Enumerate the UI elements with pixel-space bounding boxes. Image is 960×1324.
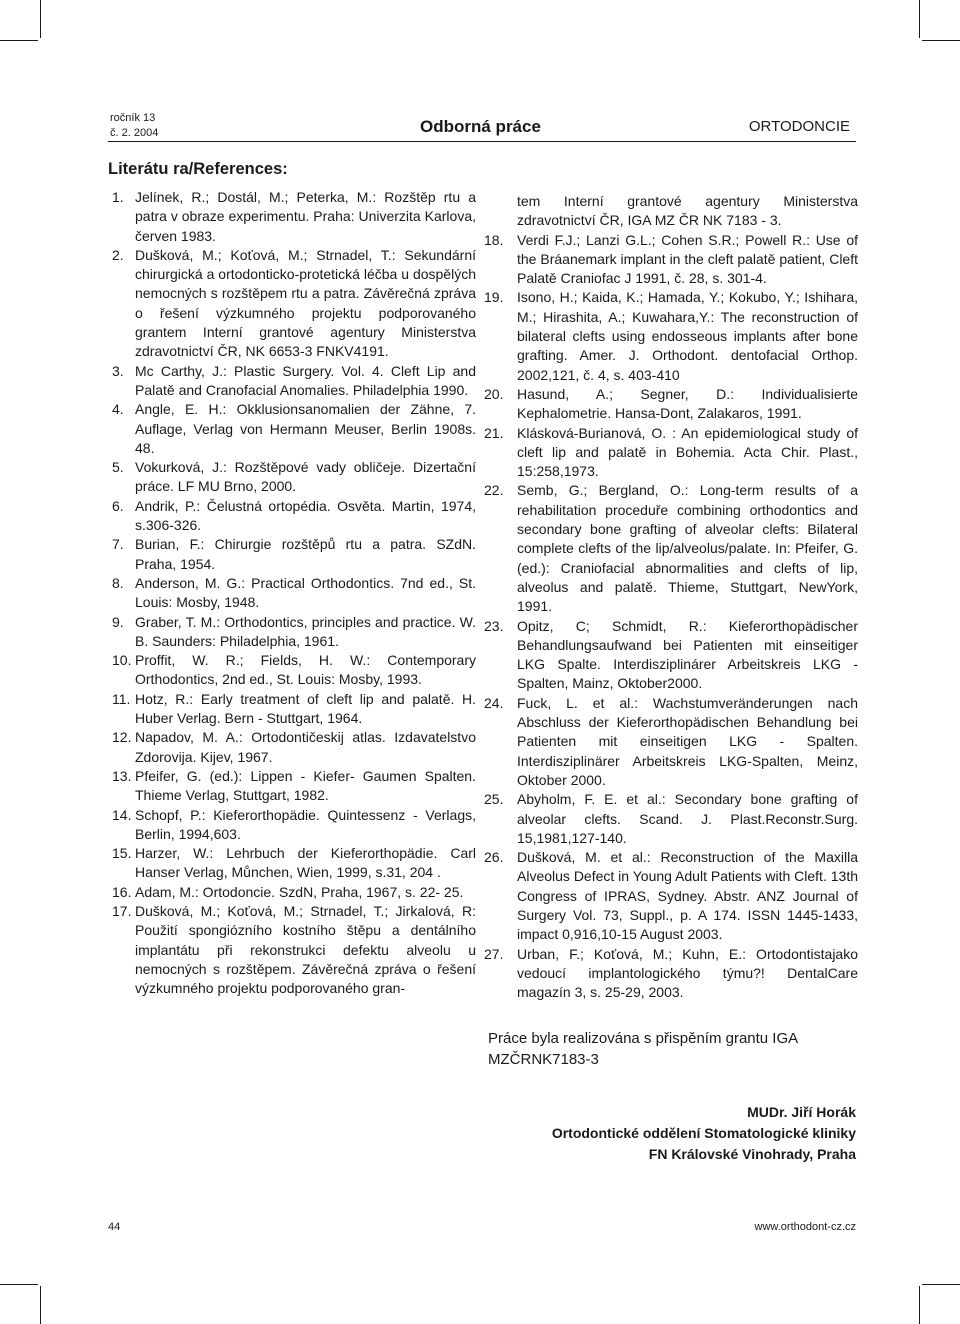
reference-number: 13.	[112, 767, 132, 784]
reference-text: Isono, H.; Kaida, K.; Hamada, Y.; Kokubo, Y.; Ishihara, M.; Hirashita, A.; Kuwahara,Y.: The reconstruction of bilateral clefts using endosseous implants after bone grafting. Amer. J. Orthodont. dentofacial Orthop. 2002,121, č. 4, s. 403-410	[517, 289, 858, 383]
reference-number: 10.	[112, 652, 132, 669]
crop-mark	[919, 0, 920, 38]
reference-text: Angle, E. H.: Okklusionsanomalien der Zähne, 7. Auflage, Verlag von Hermann Meuser, Berlin 1908s. 48.	[135, 401, 476, 456]
reference-number: 25.	[484, 791, 504, 808]
reference-item	[108, 844, 476, 883]
reference-item	[108, 613, 476, 652]
reference-item	[108, 188, 476, 246]
reference-text: Semb, G.; Bergland, O.: Long-term results of a rehabilitation proceduře combining orthodontics and secondary bone grafting of alveolar clefts: Bilateral complete clefts of the lip/alveolus/palate. In: Pfeifer, G. (ed.): Craniofacial abnormalities and clefts of lip, alveolus and palatě. Thieme, Stuttgart, NewYork, 1991.	[517, 482, 858, 615]
grant-acknowledgement: Práce byla realizována s přispěním grantu IGA MZČRNK7183-3	[488, 1030, 798, 1068]
reference-number: 17.	[112, 902, 132, 919]
reference-number: 16.	[112, 883, 132, 900]
reference-text: Vokurková, J.: Rozštěpové vady obličeje. Dizertační práce. LF MU Brno, 2000.	[135, 459, 476, 495]
reference-text: Napadov, M. A.: Ortodontičeskij atlas. Izdavatelstvo Zdorovija. Kijev, 1967.	[135, 729, 476, 765]
reference-number: 27.	[484, 945, 504, 962]
crop-mark	[922, 1284, 960, 1285]
reference-number: 1.	[112, 189, 124, 205]
reference-number: 24.	[484, 694, 504, 711]
reference-number: 20.	[484, 385, 504, 402]
author-block	[552, 1102, 856, 1165]
reference-text: Fuck, L. et al.: Wachstumveränderungen nach Abschluss der Kieferorthopädischen Behandlung bei Patienten mit einseitigen LKG - Spalten. Interdisziplinärer Arbeitskreis LKG-Spalten, Meinz, Oktober 2000.	[517, 694, 858, 788]
reference-text: Burian, F.: Chirurgie rozštěpů rtu a patra. SZdN. Praha, 1954.	[135, 536, 476, 572]
reference-number: 9.	[112, 613, 124, 630]
volume-label: ročník 13	[110, 112, 156, 124]
author-name: MUDr. Jiří Horák	[747, 1104, 856, 1120]
reference-item	[108, 883, 476, 902]
reference-text: Schopf, P.: Kieferorthopädie. Quintessenz - Verlags, Berlin, 1994,603.	[135, 806, 476, 842]
reference-number: 18.	[484, 231, 504, 248]
reference-text: Pfeifer, G. (ed.): Lippen - Kiefer- Gaumen Spalten. Thieme Verlag, Stuttgart, 1982.	[135, 767, 476, 804]
reference-text: Hotz, R.: Early treatment of cleft lip and palatě. H. Huber Verlag. Bern - Stuttgart, 1964.	[135, 690, 476, 727]
reference-item	[108, 806, 476, 845]
reference-item	[484, 288, 858, 384]
reference-number: 2.	[112, 246, 124, 263]
reference-number: 19.	[484, 289, 504, 306]
references-heading: Literátu ra/References:	[108, 160, 288, 178]
reference-item	[108, 458, 476, 497]
reference-item	[484, 231, 858, 289]
reference-text: Dušková, M.; Koťová, M.; Strnadel, T.: Sekundární chirurgická a ortodonticko-protetická léčba u dospělých nemocných s rozštěpem rtu a patra. Závěrečná zpráva o řešení výzkumného projektu podporovaného grantem Interní grantové agentury Ministerstva zdravotnictví ČR, NK 6653-3 FNKV4191.	[135, 246, 476, 360]
reference-item	[108, 362, 476, 401]
reference-item	[108, 767, 476, 806]
reference-text: Graber, T. M.: Orthodontics, principles and practice. W. B. Saunders: Philadelphia, 1961.	[135, 613, 476, 649]
reference-text: tem Interní grantové agentury Ministerstva zdravotnictví ČR, IGA MZ ČR NK 7183 - 3.	[517, 193, 858, 229]
reference-number: 3.	[112, 362, 124, 379]
crop-mark	[0, 40, 38, 41]
reference-text: Dušková, M. et al.: Reconstruction of the Maxilla Alveolus Defect in Young Adult Patients with Cleft. 13th Congress of IPRAS, Sydney. Abstr. ANZ Journal of Surgery Vol. 73, Suppl., p. A 174. ISSN 1445-1433, impact 0,916,10-15 August 2003.	[517, 849, 858, 943]
reference-number: 6.	[112, 497, 124, 514]
crop-mark	[919, 1286, 920, 1324]
reference-item	[108, 574, 476, 613]
reference-text: Opitz, C; Schmidt, R.: Kieferorthopädischer Behandlungsaufwand bei Patienten mit einseitiger LKG Spalte. Interdisziplinárer Arbeitskreis LKG - Spalten, Mainz, Oktober2000.	[517, 617, 858, 692]
reference-item	[484, 424, 858, 482]
author-hospital: FN Královské Vinohrady, Praha	[648, 1146, 856, 1162]
crop-mark	[40, 0, 41, 38]
references-right-column	[484, 192, 858, 1002]
reference-text: Harzer, W.: Lehrbuch der Kieferorthopädie. Carl Hanser Verlag, Můnchen, Wien, 1999, s.31, 204 .	[135, 845, 476, 881]
reference-item	[484, 790, 858, 848]
reference-text: Andrik, P.: Čelustná ortopédia. Osvěta. Martin, 1974, s.306-326.	[135, 497, 476, 534]
reference-item	[484, 481, 858, 616]
reference-number: 15.	[112, 845, 132, 862]
reference-item	[108, 651, 476, 690]
reference-text: Dušková, M.; Koťová, M.; Strnadel, T.; Jirkalová, R: Použití spongiózního kostního štěpu a dentálního implantátu při rekonstrukci defektu alveolu u nemocných s rozštěpem. Závěrečná zpráva o řešení výzkumného projektu podporovaného gran-	[135, 902, 476, 997]
reference-number: 4.	[112, 401, 124, 418]
reference-item	[108, 902, 476, 998]
references-left-column	[108, 188, 476, 998]
reference-number: 5.	[112, 459, 124, 476]
reference-item	[108, 497, 476, 536]
reference-text: Urban, F.; Koťová, M.; Kuhn, E.: Ortodontistajako vedoucí implantologického týmu?! DentalCare magazín 3, s. 25-29, 2003.	[517, 945, 858, 1001]
reference-number: 8.	[112, 574, 124, 591]
crop-mark	[40, 1286, 41, 1324]
reference-number: 23.	[484, 617, 504, 634]
crop-mark	[922, 40, 960, 41]
reference-text: Proffit, W. R.; Fields, H. W.: Contemporary Orthodontics, 2nd ed., St. Louis: Mosby, 1993.	[135, 652, 476, 688]
reference-item	[484, 617, 858, 694]
reference-item	[484, 694, 858, 790]
reference-number: 12.	[112, 729, 132, 746]
header-rule	[108, 141, 856, 142]
reference-number: 14.	[112, 806, 132, 823]
reference-item	[484, 385, 858, 424]
reference-item	[484, 945, 858, 1003]
section-title: Odborná práce	[420, 117, 541, 136]
crop-mark	[0, 1284, 38, 1285]
author-department: Ortodontické oddělení Stomatologické kliniky	[551, 1125, 856, 1141]
reference-item	[108, 400, 476, 458]
reference-text: Verdi F.J.; Lanzi G.L.; Cohen S.R.; Powell R.: Use of the Bráanemark implant in the cleft palatě patient, Cleft Palatě Craniofac J 1991, č. 28, s. 301-4.	[517, 231, 858, 287]
reference-item	[484, 848, 858, 944]
reference-text: Klásková-Burianová, O. : An epidemiological study of cleft lip and palatě in Bohemia. Acta Chir. Plast., 15:258,1973.	[517, 424, 858, 480]
reference-number: 22.	[484, 482, 504, 499]
issue-label: č. 2. 2004	[110, 127, 159, 139]
reference-item	[108, 246, 476, 362]
reference-text: Abyholm, F. E. et al.: Secondary bone grafting of alveolar clefts. Scand. J. Plast.Reconstr.Surg. 15,1981,127-140.	[517, 791, 858, 846]
reference-number: 21.	[484, 424, 504, 441]
reference-text: Hasund, A.; Segner, D.: Individualisierte Kephalometrie. Hansa-Dont, Zalakaros, 1991.	[517, 385, 858, 422]
website-link[interactable]: www.orthodont-cz.cz	[754, 1221, 856, 1233]
reference-number: 7.	[112, 536, 124, 553]
journal-name: ORTODONCIE	[748, 118, 850, 135]
reference-text: Mc Carthy, J.: Plastic Surgery. Vol. 4. Cleft Lip and Palatě and Cranofacial Anomalies. Philadelphia 1990.	[135, 362, 476, 398]
reference-item	[108, 535, 476, 574]
reference-text: Jelínek, R.; Dostál, M.; Peterka, M.: Rozštěp rtu a patra v obraze experimentu. Praha: Univerzita Karlova, červen 1983.	[135, 189, 476, 244]
reference-item	[108, 690, 476, 729]
reference-item	[108, 728, 476, 767]
page-number: 44	[108, 1221, 121, 1233]
issue-info	[110, 111, 158, 141]
reference-number: 26.	[484, 849, 504, 866]
reference-text: Adam, M.: Ortodoncie. SzdN, Praha, 1967, s. 22- 25.	[135, 883, 464, 900]
reference-continuation	[484, 192, 858, 231]
reference-number: 11.	[112, 690, 131, 707]
reference-text: Anderson, M. G.: Practical Orthodontics. 7nd ed., St. Louis: Mosby, 1948.	[135, 574, 476, 611]
